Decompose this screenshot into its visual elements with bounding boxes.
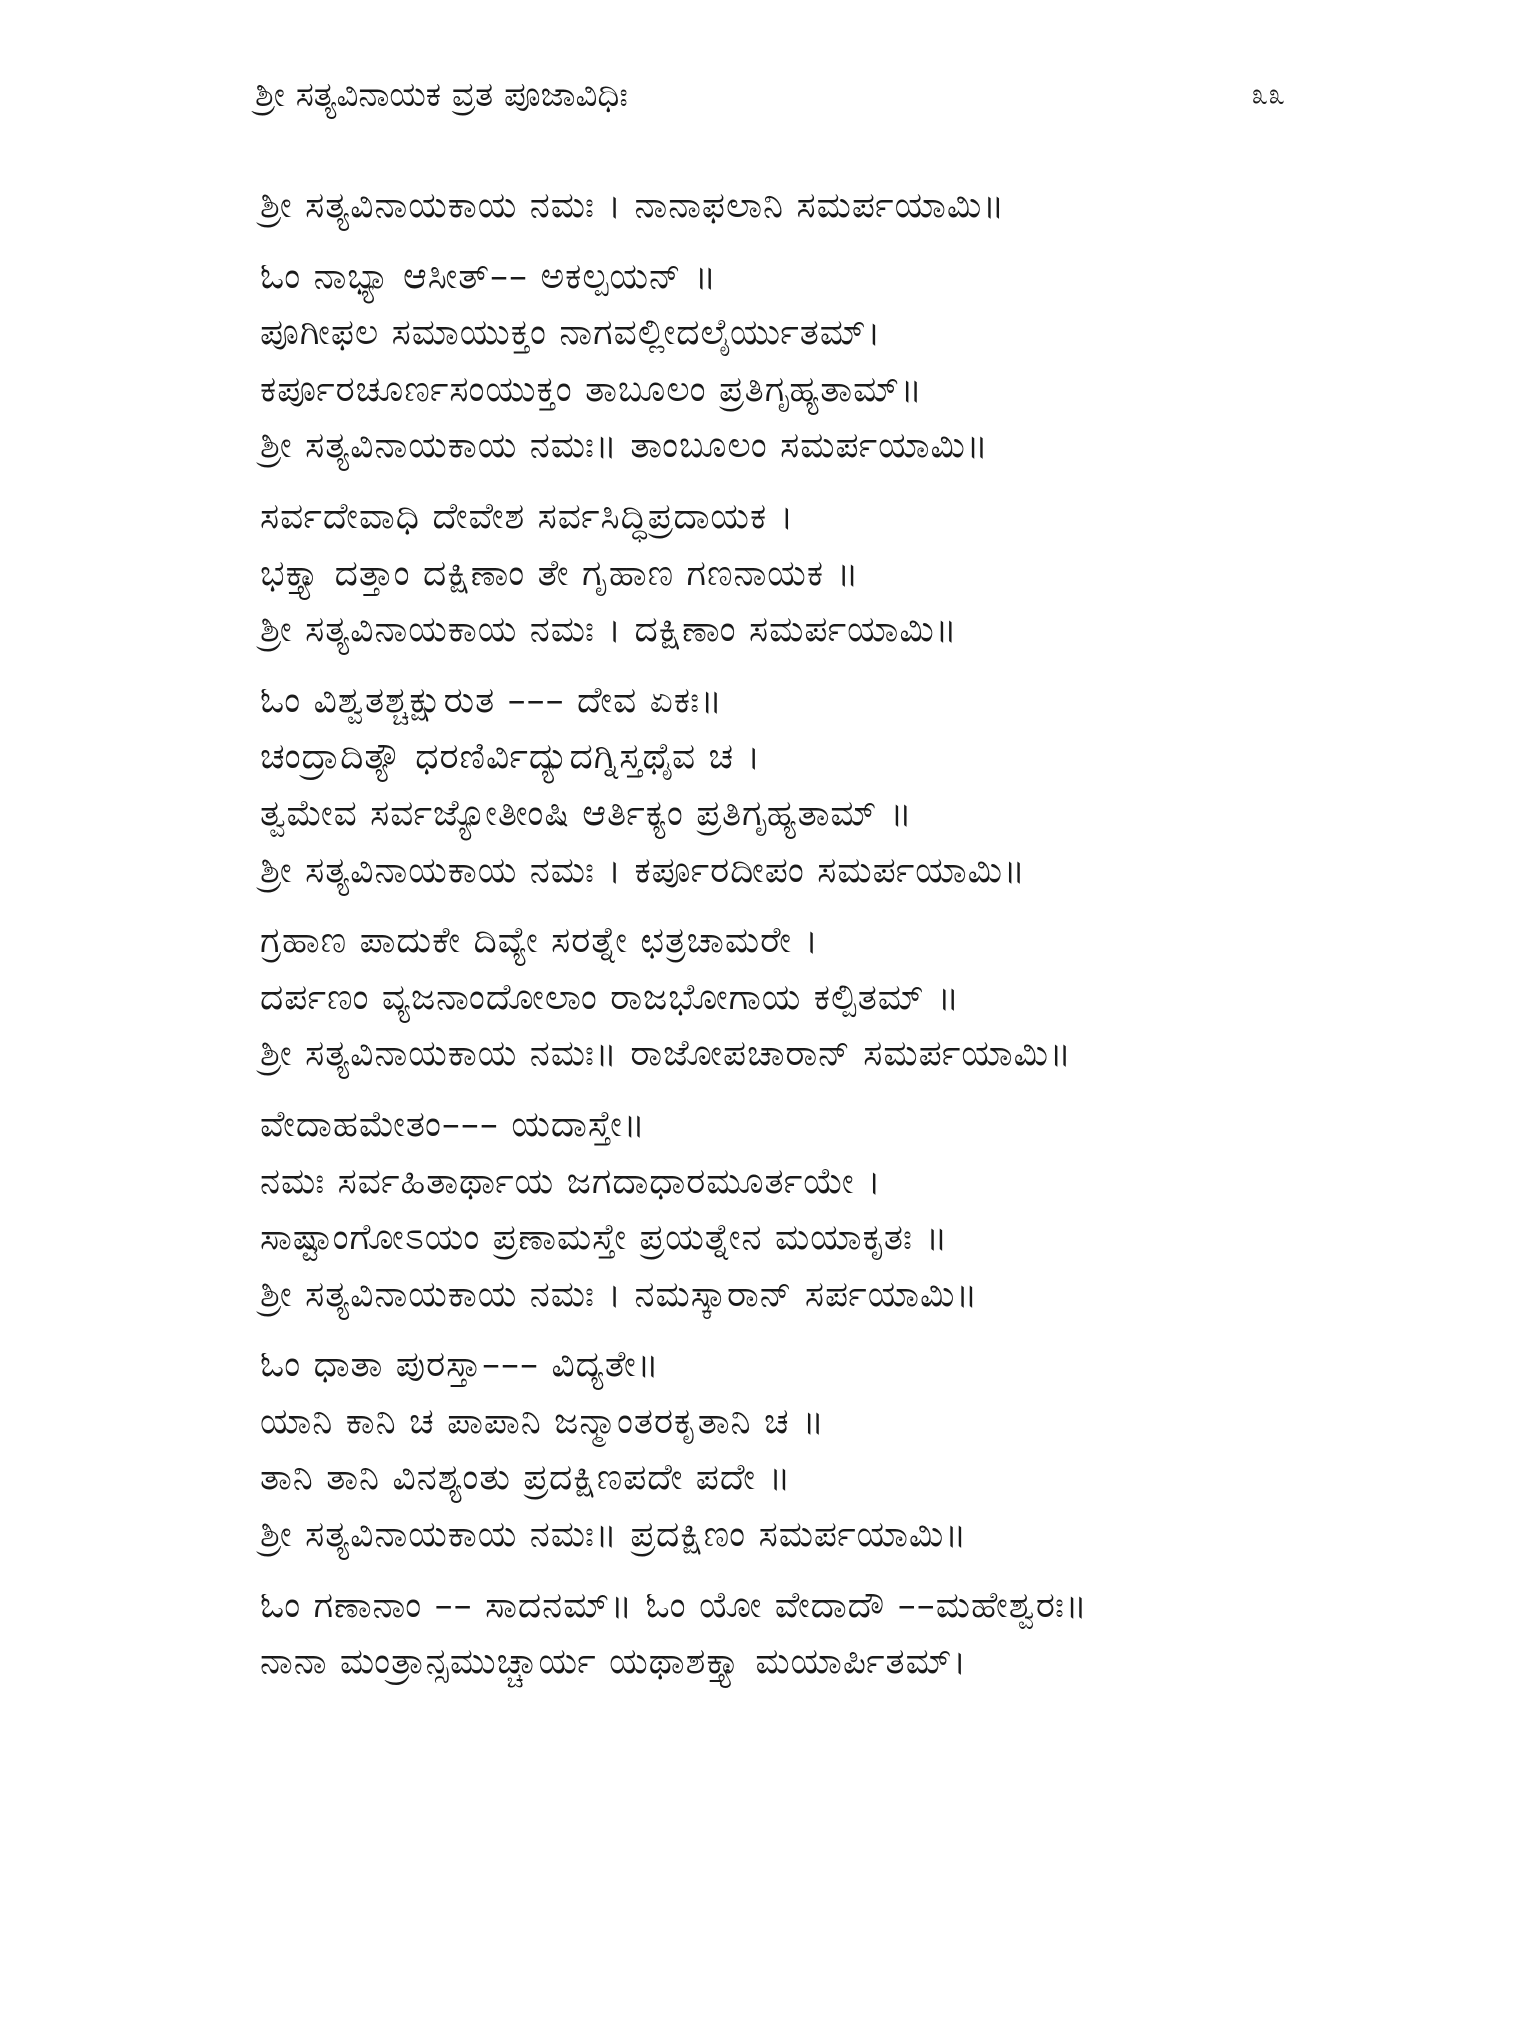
verse-line: ಶ್ರೀ ಸತ್ಯವಿನಾಯಕಾಯ ನಮಃ । ದಕ್ಷಿಣಾಂ ಸಮರ್ಪಯಾಮಿ॥ — [260, 609, 958, 651]
verse-line: ಓಂ ನಾಭ್ಯಾ ಆಸೀತ್–– ಅಕಲ್ಪಯನ್ ॥ — [260, 255, 718, 297]
verse-line: ಓಂ ವಿಶ್ವತಶ್ಚಕ್ಷುರುತ ––– ದೇವ ಏಕಃ॥ — [260, 679, 723, 721]
stanza — [260, 1578, 1360, 1691]
verse-line: ಯಾನಿ ಕಾನಿ ಚ ಪಾಪಾನಿ ಜನ್ಮಾಂತರಕೃತಾನಿ ಚ ॥ — [260, 1400, 825, 1442]
stanza — [260, 913, 1360, 1083]
verse-line: ಶ್ರೀ ಸತ್ಯವಿನಾಯಕಾಯ ನಮಃ । ನಾನಾಫಲಾನಿ ಸಮರ್ಪಯಾಮಿ॥ — [260, 185, 1006, 226]
verse-line: ಗ್ರಹಾಣ ಪಾದುಕೇ ದಿವ್ಯೇ ಸರತ್ನೇ ಛತ್ರಚಾಮರೇ । — [260, 920, 820, 962]
verse-line: ಓಂ ಧಾತಾ ಪುರಸ್ತಾ––– ವಿದ್ಯತೇ॥ — [260, 1344, 660, 1386]
verse-line: ಶ್ರೀ ಸತ್ಯವಿನಾಯಕಾಯ ನಮಃ॥ ಪ್ರದಕ್ಷಿಣಂ ಸಮರ್ಪಯಾಮಿ॥ — [260, 1514, 968, 1556]
verse-line: ಸರ್ವದೇವಾಧಿ ದೇವೇಶ ಸರ್ವಸಿದ್ಧಿಪ್ರದಾಯಕ । — [260, 495, 795, 537]
verse-line: ಸಾಷ್ಟಾಂಗೋಽಯಂ ಪ್ರಣಾಮಸ್ತೇ ಪ್ರಯತ್ನೇನ ಮಯಾಕೃತಃ ॥ — [260, 1217, 949, 1259]
stanza — [260, 1097, 1360, 1323]
verse-line: ಚಂದ್ರಾದಿತ್ಯೌ ಧರಣಿರ್ವಿದ್ಯುದಗ್ನಿಸ್ತಥೈವ ಚ । — [260, 736, 762, 778]
stanza — [260, 178, 1360, 235]
verse-line: ಪೂಗೀಫಲ ಸಮಾಯುಕ್ತಂ ನಾಗವಲ್ಲೀದಲೈರ್ಯುತಮ್। — [260, 312, 882, 354]
verse-line: ತ್ವಮೇವ ಸರ್ವಜ್ಯೋತೀಂಷಿ ಆರ್ತಿಕ್ಯಂ ಪ್ರತಿಗೃಹ್ಯತಾಮ್ ॥ — [260, 792, 913, 834]
verse-line: ನಮಃ ಸರ್ವಹಿತಾರ್ಥಾಯ ಜಗದಾಧಾರಮೂರ್ತಯೇ । — [260, 1160, 882, 1202]
verse-line: ವೇದಾಹಮೇತಂ––– ಯದಾಸ್ತೇ॥ — [260, 1103, 646, 1145]
verse-line: ಶ್ರೀ ಸತ್ಯವಿನಾಯಕಾಯ ನಮಃ॥ ರಾಜೋಪಚಾರಾನ್ ಸಮರ್ಪಯಾಮಿ॥ — [260, 1033, 1072, 1075]
page-number: ೩೩ — [1251, 77, 1285, 112]
verse-line: ತಾನಿ ತಾನಿ ವಿನಶ್ಯಂತು ಪ್ರದಕ್ಷಿಣಪದೇ ಪದೇ ॥ — [260, 1457, 792, 1499]
verse-line: ದರ್ಪಣಂ ವ್ಯಜನಾಂದೋಲಾಂ ರಾಜಭೋಗಾಯ ಕಲ್ಪಿತಮ್ ॥ — [260, 976, 961, 1018]
stanza — [260, 249, 1360, 475]
verse-line: ನಾನಾ ಮಂತ್ರಾನ್ಸಮುಚ್ಚಾರ್ಯ ಯಥಾಶಕ್ತ್ಯಾ ಮಯಾರ್ಪಿತಮ್। — [260, 1641, 968, 1683]
running-title: ಶ್ರೀ ಸತ್ಯವಿನಾಯಕ ವ್ರತ ಪೂಜಾವಿಧಿಃ — [255, 75, 628, 115]
verse-line: ಕರ್ಪೂರಚೂರ್ಣಸಂಯುಕ್ತಂ ತಾಬೂಲಂ ಪ್ರತಿಗೃಹ್ಯತಾಮ್॥ — [260, 368, 923, 410]
verse-line: ಶ್ರೀ ಸತ್ಯವಿನಾಯಕಾಯ ನಮಃ । ನಮಸ್ಕಾರಾನ್ ಸರ್ಪಯಾಮಿ॥ — [260, 1273, 979, 1315]
verse-line: ಭಕ್ತ್ಯಾ ದತ್ತಾಂ ದಕ್ಷಿಣಾಂ ತೇ ಗೃಹಾಣ ಗಣನಾಯಕ ॥ — [260, 552, 860, 594]
verse-line: ಶ್ರೀ ಸತ್ಯವಿನಾಯಕಾಯ ನಮಃ । ಕರ್ಪೂರದೀಪಂ ಸಮರ್ಪಯಾಮಿ॥ — [260, 849, 1026, 891]
verse-line: ಓಂ ಗಣಾನಾಂ –– ಸಾದನಮ್॥ ಓಂ ಯೋ ವೇದಾದೌ ––ಮಹೇಶ್ವರಃ॥ — [260, 1584, 1088, 1626]
stanza — [260, 673, 1360, 899]
verse-body — [260, 178, 1360, 1705]
stanza — [260, 489, 1360, 659]
running-header — [255, 70, 1285, 120]
stanza — [260, 1337, 1360, 1563]
verse-line: ಶ್ರೀ ಸತ್ಯವಿನಾಯಕಾಯ ನಮಃ॥ ತಾಂಬೂಲಂ ಸಮರ್ಪಯಾಮಿ॥ — [260, 425, 989, 467]
